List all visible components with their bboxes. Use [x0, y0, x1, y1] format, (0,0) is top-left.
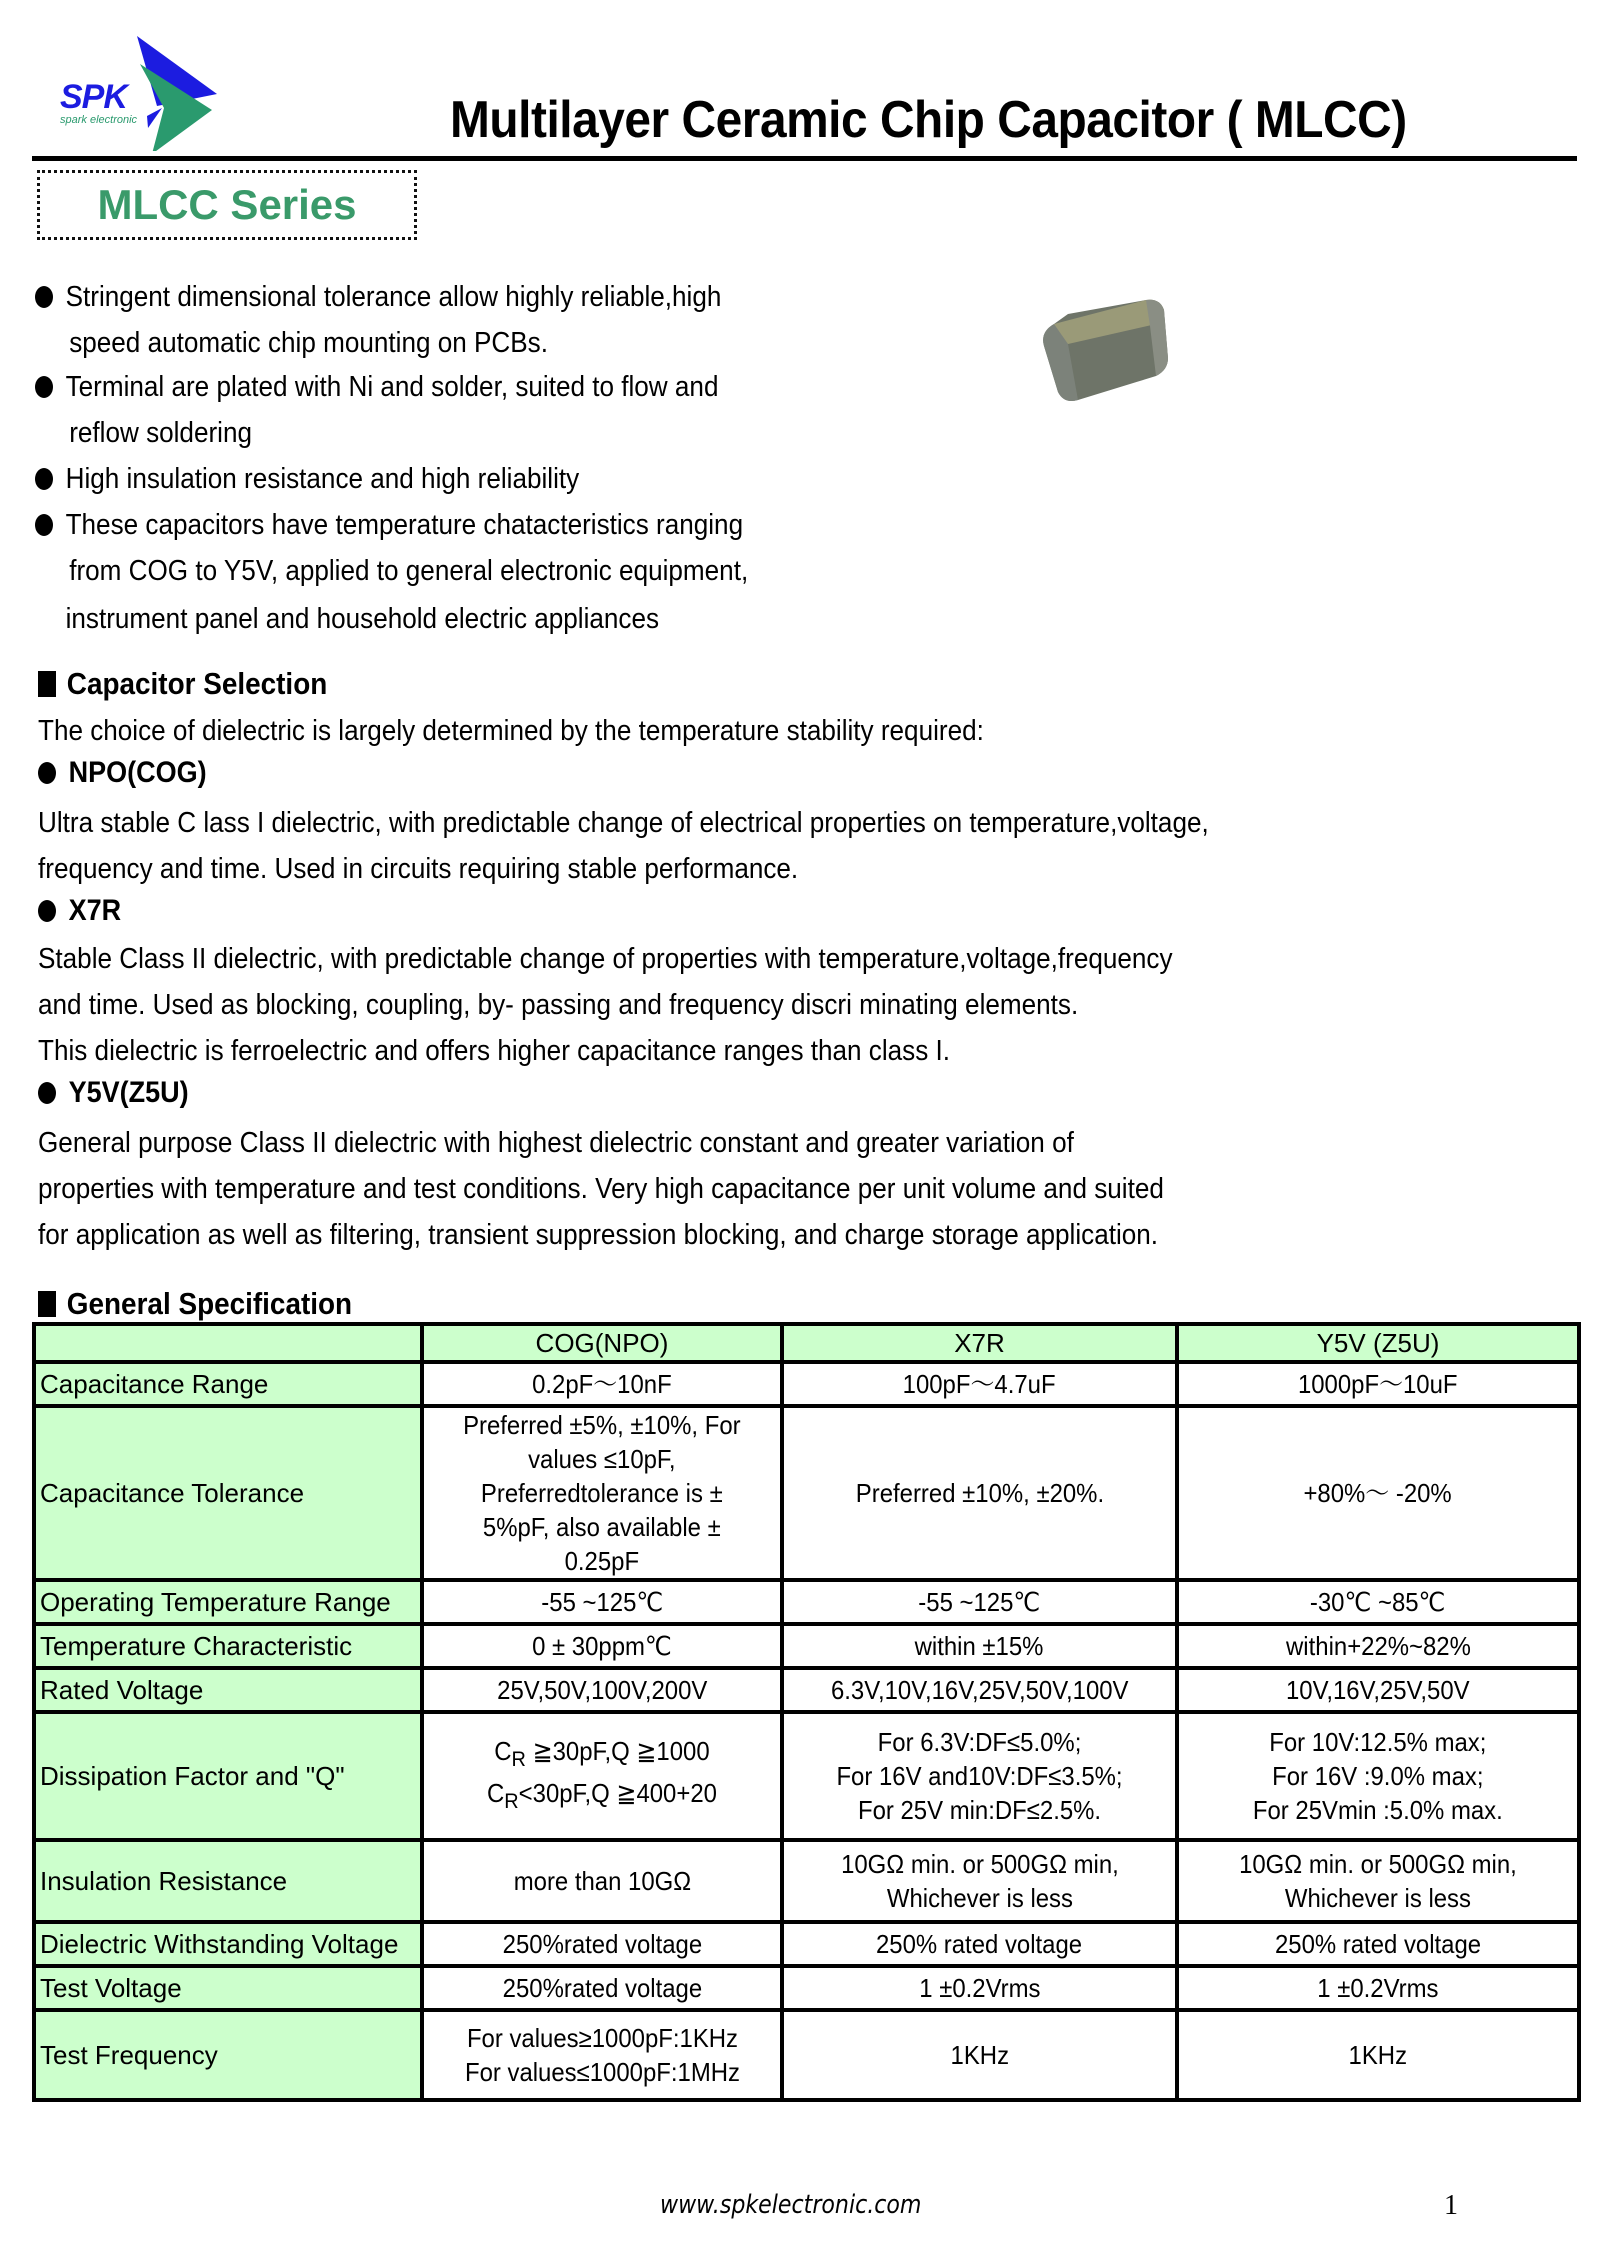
- table-cell: [782, 1966, 1177, 2010]
- cell-line: 250% rated voltage: [1274, 1929, 1482, 1959]
- cell-line: 250% rated voltage: [876, 1929, 1083, 1959]
- feature-item: Terminal are plated with Ni and solder, suited to flow and: [35, 364, 718, 410]
- dielectric-desc: properties with temperature and test conditions. Very high capacitance per unit volume and suited: [38, 1173, 1164, 1205]
- cell-line: $C_R<30pF,Q$ ≧400+20: [487, 1778, 717, 1814]
- bullet-icon: [38, 762, 56, 784]
- table-cell: [422, 1362, 782, 1406]
- row-label: Capacitance Range: [34, 1362, 422, 1406]
- bullet-icon: [38, 1082, 56, 1104]
- cell-line: 1 ±0.2Vrms: [1317, 1973, 1439, 2003]
- table-cell: [1177, 1624, 1579, 1668]
- company-logo: [52, 36, 232, 151]
- table-cell: [1177, 2010, 1579, 2100]
- cell-line: 1 ±0.2Vrms: [918, 1973, 1041, 2003]
- subscript: R: [504, 1788, 519, 1814]
- cell-line: Preferred ±10%, ±20%.: [855, 1478, 1104, 1508]
- table-cell: [782, 1406, 1177, 1580]
- dielectric-desc: Stable Class II dielectric, with predictable change of properties with temperature,voltage,frequency: [38, 943, 1173, 975]
- row-label: Dissipation Factor and "Q": [34, 1712, 422, 1840]
- cell-line: For 6.3V:DF≤5.0%;: [877, 1727, 1082, 1757]
- feature-item-cont: from COG to Y5V, applied to general electronic equipment,: [69, 555, 749, 587]
- cell-line: For 10V:12.5% max;: [1269, 1727, 1487, 1757]
- dielectric-desc: General purpose Class II dielectric with highest dielectric constant and greater variation of: [38, 1127, 1074, 1159]
- table-cell: [422, 1922, 782, 1966]
- row-label: Rated Voltage: [34, 1668, 422, 1712]
- cell-line: For 25V min:DF≤2.5%.: [857, 1795, 1102, 1825]
- bullet-icon: [35, 468, 53, 490]
- cell-line: 10GΩ min. or 500GΩ min,: [1239, 1849, 1517, 1879]
- row-label: Test Frequency: [34, 2010, 422, 2100]
- cell-line: within ±15%: [915, 1631, 1044, 1661]
- row-label: Dielectric Withstanding Voltage: [34, 1922, 422, 1966]
- table-cell: [422, 1668, 782, 1712]
- dielectric-desc: This dielectric is ferroelectric and offers higher capacitance ranges than class I.: [38, 1035, 951, 1067]
- table-row: [34, 1712, 1579, 1840]
- column-header: COG(NPO): [422, 1324, 782, 1362]
- cell-line: 10GΩ min. or 500GΩ min,: [840, 1849, 1119, 1879]
- cell-line: For 25Vmin :5.0% max.: [1253, 1795, 1503, 1825]
- table-row: [34, 1966, 1579, 2010]
- cell-line: Preferredtolerance is ±: [481, 1478, 723, 1508]
- cell-line: For values≤1000pF:1MHz: [464, 2057, 740, 2087]
- feature-item: High insulation resistance and high reliability: [35, 456, 579, 502]
- square-bullet-icon: [38, 1291, 56, 1317]
- cell-line: -55 ~125℃: [918, 1587, 1041, 1617]
- cell-line: 250%rated voltage: [502, 1929, 702, 1959]
- table-cell: [422, 1580, 782, 1624]
- table-row: [34, 1362, 1579, 1406]
- table-cell: [422, 1406, 782, 1580]
- table-cell: [1177, 1922, 1579, 1966]
- header-cell-empty: [34, 1324, 422, 1362]
- cell-line: For 16V :9.0% max;: [1272, 1761, 1484, 1791]
- cell-line: 25V,50V,100V,200V: [496, 1675, 708, 1705]
- table-row: [34, 1580, 1579, 1624]
- cell-line: more than 10GΩ: [513, 1866, 691, 1896]
- table-cell: [1177, 1840, 1579, 1922]
- row-label: Capacitance Tolerance: [34, 1406, 422, 1580]
- dielectric-heading: X7R: [38, 894, 121, 928]
- row-label: Insulation Resistance: [34, 1840, 422, 1922]
- cell-line: 0.25pF: [564, 1546, 640, 1576]
- table-cell: [422, 1624, 782, 1668]
- square-bullet-icon: [38, 671, 56, 697]
- column-header: Y5V (Z5U): [1177, 1324, 1579, 1362]
- cell-line: +80%～ -20%: [1303, 1478, 1453, 1508]
- table-cell: [782, 1580, 1177, 1624]
- table-cell: [422, 1712, 782, 1840]
- table-cell: [782, 1840, 1177, 1922]
- cell-line: within+22%~82%: [1285, 1631, 1471, 1661]
- cell-line: 100pF～4.7uF: [903, 1369, 1056, 1399]
- bullet-icon: [38, 900, 56, 922]
- table-cell: [782, 1362, 1177, 1406]
- section-heading-general-specification: General Specification: [38, 1286, 352, 1322]
- dielectric-desc: and time. Used as blocking, coupling, by- passing and frequency discri minating elements.: [38, 989, 1079, 1021]
- table-row: [34, 1668, 1579, 1712]
- cell-line: Whichever is less: [1284, 1883, 1472, 1913]
- dielectric-heading: Y5V(Z5U): [38, 1076, 189, 1110]
- series-badge: [37, 170, 417, 240]
- dielectric-desc: Ultra stable C lass I dielectric, with predictable change of electrical properties on temperature,voltage,: [38, 807, 1209, 839]
- row-label: Temperature Characteristic: [34, 1624, 422, 1668]
- column-header: X7R: [782, 1324, 1177, 1362]
- feature-item: These capacitors have temperature chatacteristics ranging: [35, 502, 743, 548]
- table-cell: [422, 1840, 782, 1922]
- row-label: Operating Temperature Range: [34, 1580, 422, 1624]
- section-heading-capacitor-selection: Capacitor Selection: [38, 666, 327, 702]
- cell-line: $C_R$ ≧30pF,Q ≧1000: [494, 1735, 710, 1771]
- cell-line: 0.2pF～10nF: [532, 1369, 672, 1399]
- logo-text: SPK: [60, 78, 127, 116]
- table-cell: [1177, 1580, 1579, 1624]
- table-cell: [1177, 1668, 1579, 1712]
- table-cell: [782, 1712, 1177, 1840]
- dielectric-desc: for application as well as filtering, transient suppression blocking, and charge storage application.: [38, 1219, 1159, 1251]
- table-row: [34, 1624, 1579, 1668]
- cell-line: 5%pF, also available ±: [483, 1512, 721, 1542]
- cell-line: -55 ~125℃: [541, 1587, 663, 1617]
- table-cell: [422, 2010, 782, 2100]
- mlcc-chip-image: [1038, 296, 1178, 404]
- cell-line: 1000pF～10uF: [1298, 1369, 1458, 1399]
- feature-item-cont: speed automatic chip mounting on PCBs.: [69, 327, 548, 359]
- subscript: R: [511, 1746, 526, 1771]
- table-cell: [782, 2010, 1177, 2100]
- table-row: [34, 1840, 1579, 1922]
- cell-line: -30℃ ~85℃: [1310, 1587, 1446, 1617]
- bullet-icon: [35, 376, 53, 398]
- feature-item-cont: instrument panel and household electric appliances: [65, 603, 660, 635]
- cell-line: 250%rated voltage: [502, 1973, 702, 2003]
- series-label: MLCC Series: [97, 181, 357, 228]
- cell-line: Whichever is less: [886, 1883, 1073, 1913]
- cell-line: 1KHz: [950, 2040, 1009, 2070]
- cell-line: values ≤10pF,: [528, 1444, 676, 1474]
- footer-url[interactable]: www.spkelectronic.com: [660, 2190, 922, 2220]
- cell-line: 0 ± 30ppm℃: [532, 1631, 672, 1661]
- row-label: Test Voltage: [34, 1966, 422, 2010]
- cell-line: For values≥1000pF:1KHz: [466, 2023, 738, 2053]
- cell-line: Preferred ±5%, ±10%, For: [463, 1410, 741, 1440]
- table-cell: [1177, 1712, 1579, 1840]
- table-cell: [422, 1966, 782, 2010]
- table-cell: [782, 1668, 1177, 1712]
- table-row: [34, 2010, 1579, 2100]
- cell-line: 1KHz: [1348, 2040, 1408, 2070]
- cell-line: 10V,16V,25V,50V: [1286, 1675, 1470, 1705]
- table-row: [34, 1922, 1579, 1966]
- selection-intro: The choice of dielectric is largely determined by the temperature stability required:: [38, 715, 984, 747]
- cell-line: For 16V and10V:DF≤3.5%;: [836, 1761, 1123, 1791]
- table-cell: [1177, 1362, 1579, 1406]
- feature-item-cont: reflow soldering: [69, 417, 252, 449]
- spec-table: [32, 1322, 1581, 2102]
- dielectric-heading: NPO(COG): [38, 756, 207, 790]
- table-cell: [1177, 1406, 1579, 1580]
- page-number: 1: [1444, 2190, 1458, 2221]
- cell-line: 6.3V,10V,16V,25V,50V,100V: [830, 1675, 1129, 1705]
- logo-subtext: spark electronic: [60, 114, 138, 126]
- feature-item: Stringent dimensional tolerance allow highly reliable,high: [35, 274, 721, 320]
- table-row: [34, 1406, 1579, 1580]
- table-header-row: [34, 1324, 1579, 1362]
- dielectric-desc: frequency and time. Used in circuits requiring stable performance.: [38, 853, 799, 885]
- header-divider: [32, 156, 1577, 161]
- bullet-icon: [35, 514, 53, 536]
- table-cell: [1177, 1966, 1579, 2010]
- bullet-icon: [35, 286, 53, 308]
- table-cell: [782, 1624, 1177, 1668]
- page-title: Multilayer Ceramic Chip Capacitor ( MLCC): [450, 91, 1407, 149]
- table-cell: [782, 1922, 1177, 1966]
